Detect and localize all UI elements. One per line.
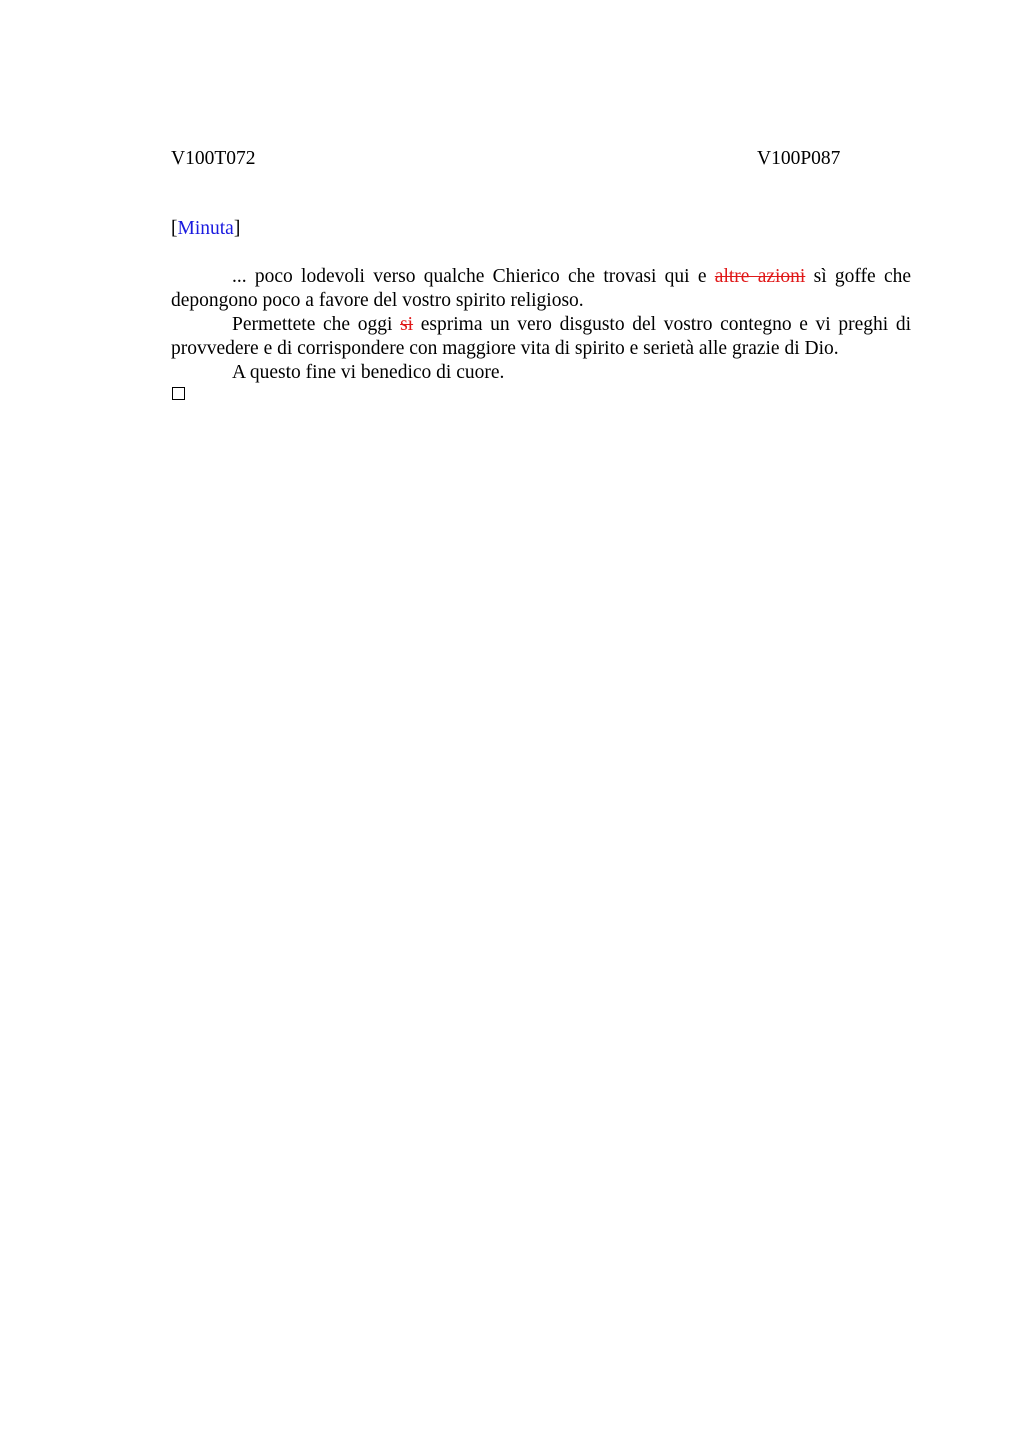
paragraph-1-text-after: sì goffe che depongono poco a favore del vostro spirito religioso.	[171, 266, 912, 311]
paragraph-1-deleted-text: altre azioni	[714, 266, 806, 287]
paragraph-2-text-after: esprima un vero disgusto del vostro contegno e vi preghi di provvedere e di corrispondere con maggiore vita di spirito e serietà alle grazie di Dio.	[171, 314, 912, 359]
paragraph-3	[171, 361, 911, 385]
label-text: Minuta	[177, 218, 234, 239]
paragraph-2	[171, 313, 911, 361]
paragraph-2-text-before: Permettete che oggi	[232, 314, 401, 335]
document-code-right: V100P087	[757, 148, 841, 169]
document-label	[171, 217, 240, 241]
paragraph-1-text-before: ... poco lodevoli verso qualche Chierico che trovasi qui e	[232, 266, 715, 287]
paragraph-2-deleted-text: si	[400, 314, 414, 335]
document-body	[171, 265, 911, 385]
label-close-bracket: ]	[233, 218, 241, 239]
paragraph-1	[171, 265, 911, 313]
label-open-bracket: [	[171, 218, 178, 239]
paragraph-3-text: A questo fine vi benedico di cuore.	[232, 362, 505, 383]
document-code-left: V100T072	[171, 148, 256, 169]
empty-square-icon	[172, 387, 185, 400]
